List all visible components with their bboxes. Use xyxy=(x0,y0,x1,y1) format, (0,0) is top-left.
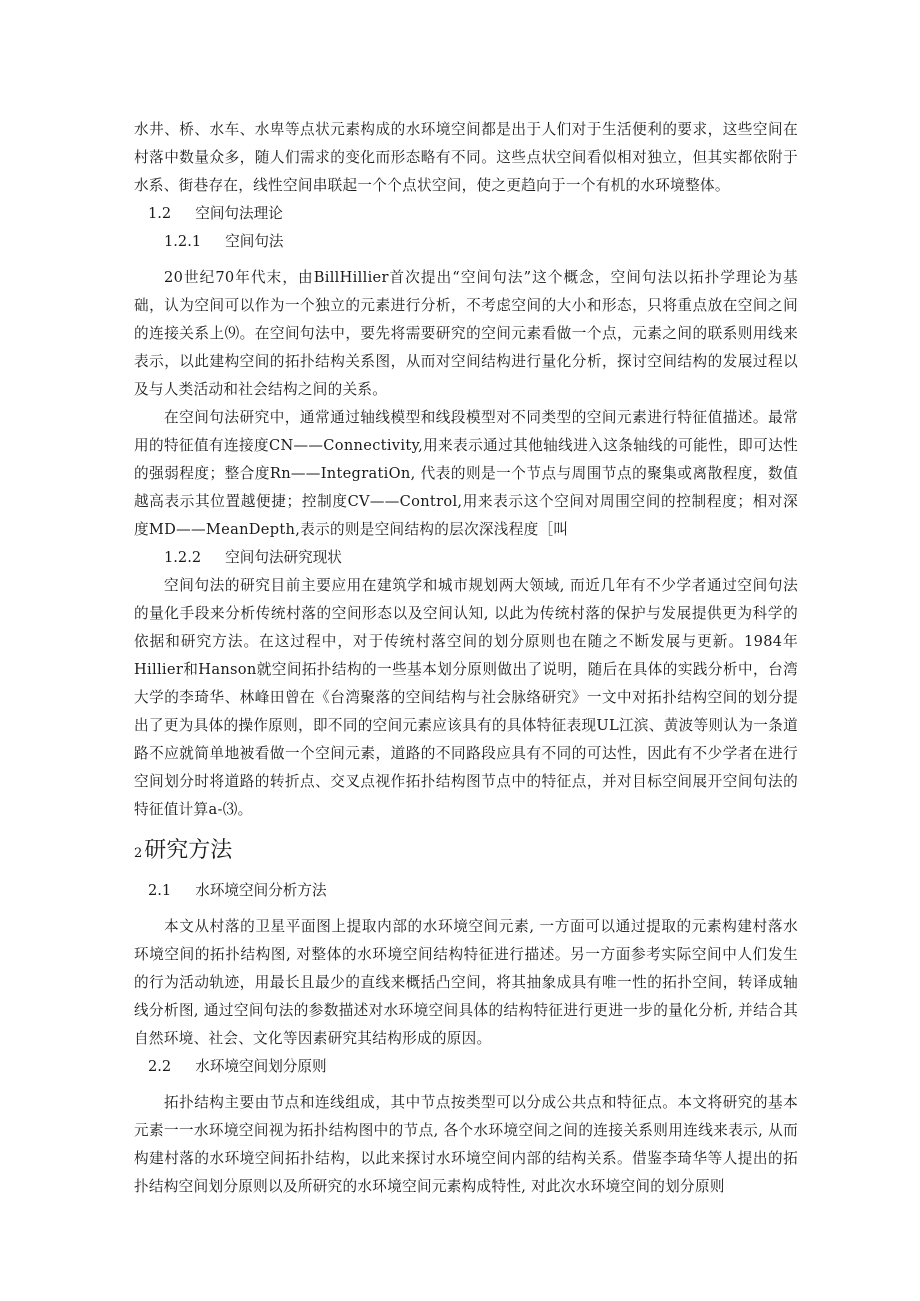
subsection-heading xyxy=(134,1053,798,1081)
heading-title: 空间句法研究现状 xyxy=(225,549,342,566)
heading-title: 空间句法理论 xyxy=(195,205,283,222)
heading-number: 1.2.1 xyxy=(164,233,202,250)
document-body xyxy=(134,116,798,1201)
heading-number: 2.1 xyxy=(148,882,172,899)
subsubsection-heading xyxy=(134,544,798,572)
body-paragraph: 在空间句法研究中，通常通过轴线模型和线段模型对不同类型的空间元素进行特征值描述。最常用的特征值有连接度CN——Connectivity,用来表示通过其他轴线进入这条轴线的可能性，即可达性的强弱程度；整合度Rn——IntegratiOn, 代表的则是一个节点与周围节点的聚集或离散程度，数值越高表示其位置越便捷；控制度CV——Control,用来表示这个空间对周围空间的控制程度；相对深度MD——MeanDepth,表示的则是空间结构的层次深浅程度［叫 xyxy=(134,409,798,538)
heading-number: 2.2 xyxy=(148,1058,172,1075)
heading-title: 空间句法 xyxy=(225,233,284,250)
subsection-heading xyxy=(134,877,798,905)
body-paragraph: 空间句法的研究目前主要应用在建筑学和城市规划两大领域, 而近几年有不少学者通过空间句法的量化手段来分析传统村落的空间形态以及空间认知, 以此为传统村落的保护与发展提供更为科学的依据和研究方法。在这过程中，对于传统村落空间的划分原则也在随之不断发展与更新。1984年Hillier和Hanson就空间拓扑结构的一些基本划分原则做出了说明，随后在具体的实践分析中，台湾大学的李琦华、林峰田曾在《台湾聚落的空间结构与社会脉络研究》一文中对拓扑结构空间的划分提出了更为具体的操作原则，即不同的空间元素应该具有的具体特征表现UL江滨、黄波等则认为一条道路不应就简单地被看做一个空间元素，道路的不同路段应具有不同的可达性，因此有不少学者在进行空间划分时将道路的转折点、交叉点视作拓扑结构图节点中的特征点，并对目标空间展开空间句法的特征值计算a-⑶。 xyxy=(134,577,798,818)
heading-title: 水环境空间划分原则 xyxy=(195,1058,327,1075)
subsubsection-heading xyxy=(134,228,798,256)
heading-number: 1.2 xyxy=(148,205,172,222)
section-heading xyxy=(134,834,798,871)
spacer xyxy=(134,256,798,264)
body-paragraph: 水井、桥、水车、水卑等点状元素构成的水环境空间都是出于人们对于生活便利的要求，这些空间在村落中数量众多，随人们需求的变化而形态略有不同。这些点状空间看似相对独立，但其实都依附于水系、街巷存在，线性空间串联起一个个点状空间，使之更趋向于一个有机的水环境整体。 xyxy=(134,121,798,194)
spacer xyxy=(134,905,798,913)
heading-number: 1.2.2 xyxy=(164,549,202,566)
subsection-heading xyxy=(134,200,798,228)
heading-title: 研究方法 xyxy=(144,838,233,863)
heading-title: 水环境空间分析方法 xyxy=(195,882,327,899)
body-paragraph: 拓扑结构主要由节点和连线组成，其中节点按类型可以分成公共点和特征点。本文将研究的基本元素一一水环境空间视为拓扑结构图中的节点, 各个水环境空间之间的连接关系则用连线来表示, 从而构建村落的水环境空间拓扑结构，以此来探讨水环境空间内部的结构关系。借鉴李琦华等人提出的拓扑结构空间划分原则以及所研究的水环境空间元素构成特性, 对此次水环境空间的划分原则 xyxy=(134,1094,798,1195)
body-paragraph: 20世纪70年代末，由BillHillier首次提出“空间句法”这个概念，空间句法以拓扑学理论为基础，认为空间可以作为一个独立的元素进行分析，不考虑空间的大小和形态，只将重点放在空间之间的连接关系上⑼。在空间句法中，要先将需要研究的空间元素看做一个点，元素之间的联系则用线来表示，以此建构空间的拓扑结构关系图，从而对空间结构进行量化分析，探讨空间结构的发展过程以及与人类活动和社会结构之间的关系。 xyxy=(134,269,798,398)
heading-number: 2 xyxy=(134,846,143,861)
spacer xyxy=(134,1081,798,1089)
body-paragraph: 本文从村落的卫星平面图上提取内部的水环境空间元素, 一方面可以通过提取的元素构建村落水环境空间的拓扑结构图, 对整体的水环境空间结构特征进行描述。另一方面参考实际空间中人们发生的行为活动轨迹，用最长且最少的直线来概括凸空间，将其抽象成具有唯一性的拓扑空间，转译成轴线分析图, 通过空间句法的参数描述对水环境空间具体的结构特征进行更进一步的量化分析, 并结合其自然环境、社会、文化等因素研究其结构形成的原因。 xyxy=(134,918,798,1047)
